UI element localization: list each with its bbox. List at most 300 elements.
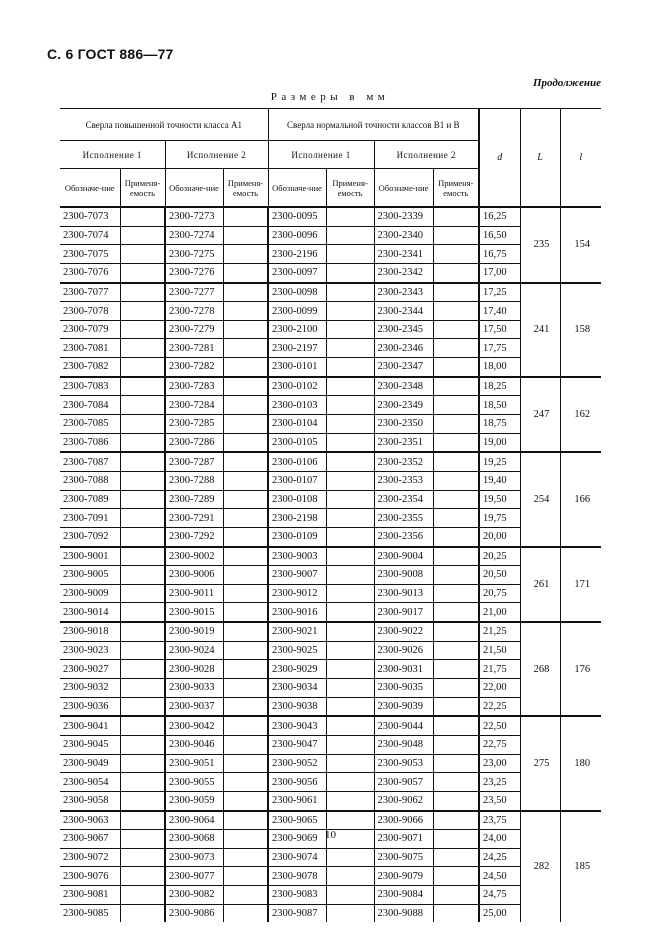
designation-cell: 2300-7073 [60, 207, 120, 226]
designation-cell: 2300-9036 [60, 697, 120, 716]
application-cell [433, 415, 479, 434]
designation-cell: 2300-9025 [268, 641, 326, 660]
application-cell [223, 641, 268, 660]
working-length-cell: 176 [560, 622, 601, 716]
designation-cell: 2300-9063 [60, 811, 120, 830]
diameter-cell: 19,75 [479, 509, 520, 528]
designation-cell: 2300-9059 [165, 791, 223, 810]
designation-cell: 2300-9017 [374, 603, 433, 622]
application-cell [326, 641, 374, 660]
designation-cell: 2300-7287 [165, 452, 223, 471]
application-cell [326, 735, 374, 754]
designation-cell: 2300-7074 [60, 226, 120, 245]
application-cell [433, 811, 479, 830]
designation-cell: 2300-9073 [165, 848, 223, 867]
diameter-cell: 23,25 [479, 773, 520, 792]
table-row [60, 697, 601, 716]
application-cell [326, 886, 374, 905]
designation-cell: 2300-9047 [268, 735, 326, 754]
application-cell [120, 603, 165, 622]
application-cell [326, 245, 374, 264]
designation-cell: 2300-9002 [165, 547, 223, 566]
designation-cell: 2300-9057 [374, 773, 433, 792]
application-header: Применя-емость [326, 169, 374, 208]
application-cell [326, 527, 374, 546]
diameter-cell: 19,25 [479, 452, 520, 471]
application-cell [120, 320, 165, 339]
designation-cell: 2300-7083 [60, 377, 120, 396]
designation-cell: 2300-9045 [60, 735, 120, 754]
table-row [60, 396, 601, 415]
page-number: 10 [325, 829, 336, 841]
designation-cell: 2300-9075 [374, 848, 433, 867]
total-length-cell: 268 [520, 622, 560, 716]
application-cell [223, 754, 268, 773]
designation-cell: 2300-7273 [165, 207, 223, 226]
total-length-cell: 241 [520, 283, 560, 377]
total-length-cell: 254 [520, 452, 560, 546]
designation-cell: 2300-7076 [60, 263, 120, 282]
application-cell [223, 452, 268, 471]
application-cell [326, 716, 374, 735]
application-cell [326, 679, 374, 698]
designation-cell: 2300-0097 [268, 263, 326, 282]
designation-cell: 2300-9018 [60, 622, 120, 641]
application-cell [433, 490, 479, 509]
designation-cell: 2300-9005 [60, 566, 120, 585]
application-cell [223, 358, 268, 377]
application-cell [433, 904, 479, 922]
designation-cell: 2300-9061 [268, 791, 326, 810]
application-cell [326, 452, 374, 471]
designation-cell: 2300-9039 [374, 697, 433, 716]
application-cell [326, 207, 374, 226]
working-length-cell: 166 [560, 452, 601, 546]
designation-cell: 2300-9044 [374, 716, 433, 735]
designation-cell: 2300-7089 [60, 490, 120, 509]
designation-cell: 2300-9056 [268, 773, 326, 792]
designation-cell: 2300-9032 [60, 679, 120, 698]
application-cell [433, 867, 479, 886]
diameter-cell: 24,50 [479, 867, 520, 886]
diameter-cell: 19,00 [479, 433, 520, 452]
application-cell [223, 415, 268, 434]
designation-cell: 2300-0105 [268, 433, 326, 452]
designation-cell: 2300-9049 [60, 754, 120, 773]
designation-cell: 2300-2341 [374, 245, 433, 264]
designation-cell: 2300-2345 [374, 320, 433, 339]
designation-cell: 2300-9041 [60, 716, 120, 735]
designation-cell: 2300-9064 [165, 811, 223, 830]
designation-cell: 2300-9027 [60, 660, 120, 679]
application-cell [326, 697, 374, 716]
application-cell [326, 622, 374, 641]
designation-cell: 2300-9071 [374, 830, 433, 849]
table-row [60, 904, 601, 922]
application-cell [120, 584, 165, 603]
application-cell [120, 226, 165, 245]
designation-cell: 2300-9031 [374, 660, 433, 679]
application-header: Применя-емость [433, 169, 479, 208]
application-cell [433, 207, 479, 226]
application-cell [433, 377, 479, 396]
application-cell [433, 848, 479, 867]
table-row [60, 207, 601, 226]
diameter-cell: 20,25 [479, 547, 520, 566]
application-cell [120, 773, 165, 792]
designation-cell: 2300-2197 [268, 339, 326, 358]
application-cell [433, 302, 479, 321]
application-cell [433, 547, 479, 566]
total-length-cell: 261 [520, 547, 560, 623]
designation-cell: 2300-0102 [268, 377, 326, 396]
table-row [60, 377, 601, 396]
application-cell [326, 848, 374, 867]
designation-cell: 2300-0099 [268, 302, 326, 321]
application-cell [326, 566, 374, 585]
diameter-cell: 18,00 [479, 358, 520, 377]
diameter-cell: 22,00 [479, 679, 520, 698]
application-cell [223, 811, 268, 830]
application-cell [120, 302, 165, 321]
designation-cell: 2300-9067 [60, 830, 120, 849]
table-row [60, 773, 601, 792]
application-cell [120, 566, 165, 585]
designation-cell: 2300-9043 [268, 716, 326, 735]
designation-cell: 2300-2351 [374, 433, 433, 452]
working-length-cell: 180 [560, 716, 601, 810]
designation-cell: 2300-0101 [268, 358, 326, 377]
designation-cell: 2300-2339 [374, 207, 433, 226]
designation-cell: 2300-9078 [268, 867, 326, 886]
designation-cell: 2300-0104 [268, 415, 326, 434]
application-cell [326, 603, 374, 622]
designation-cell: 2300-9042 [165, 716, 223, 735]
designation-cell: 2300-9026 [374, 641, 433, 660]
designation-cell: 2300-2196 [268, 245, 326, 264]
application-cell [120, 791, 165, 810]
designation-cell: 2300-9062 [374, 791, 433, 810]
application-cell [223, 716, 268, 735]
application-cell [433, 226, 479, 245]
designation-cell: 2300-9087 [268, 904, 326, 922]
application-cell [223, 396, 268, 415]
total-length-cell: 247 [520, 377, 560, 453]
total-length-cell: 275 [520, 716, 560, 810]
designation-header: Обозначе-ние [165, 169, 223, 208]
application-cell [433, 471, 479, 490]
designation-cell: 2300-9024 [165, 641, 223, 660]
table-row [60, 490, 601, 509]
diameter-cell: 23,75 [479, 811, 520, 830]
diameter-cell: 23,00 [479, 754, 520, 773]
application-cell [223, 886, 268, 905]
application-cell [120, 697, 165, 716]
diameter-cell: 16,50 [479, 226, 520, 245]
total-length-cell: 235 [520, 207, 560, 283]
designation-cell: 2300-7292 [165, 527, 223, 546]
designation-header: Обозначе-ние [374, 169, 433, 208]
application-cell [120, 396, 165, 415]
designation-cell: 2300-2350 [374, 415, 433, 434]
diameter-cell: 17,40 [479, 302, 520, 321]
application-cell [120, 811, 165, 830]
table-row [60, 302, 601, 321]
designation-cell: 2300-0107 [268, 471, 326, 490]
designation-cell: 2300-2100 [268, 320, 326, 339]
designation-cell: 2300-0098 [268, 283, 326, 302]
application-cell [433, 660, 479, 679]
designation-cell: 2300-9069 [268, 830, 326, 849]
designation-cell: 2300-9077 [165, 867, 223, 886]
application-cell [433, 566, 479, 585]
designation-cell: 2300-7087 [60, 452, 120, 471]
application-cell [223, 207, 268, 226]
application-cell [120, 377, 165, 396]
working-length-cell: 158 [560, 283, 601, 377]
working-length-cell: 185 [560, 811, 601, 923]
application-header: Применя-емость [223, 169, 268, 208]
table-row [60, 754, 601, 773]
designation-cell: 2300-7279 [165, 320, 223, 339]
diameter-cell: 23,50 [479, 791, 520, 810]
designation-cell: 2300-9008 [374, 566, 433, 585]
designation-cell: 2300-9013 [374, 584, 433, 603]
designation-header: Обозначе-ние [60, 169, 120, 208]
application-cell [223, 584, 268, 603]
designation-cell: 2300-2355 [374, 509, 433, 528]
diameter-cell: 19,40 [479, 471, 520, 490]
working-length-cell: 154 [560, 207, 601, 283]
application-cell [223, 320, 268, 339]
application-cell [326, 660, 374, 679]
application-cell [223, 433, 268, 452]
diameter-cell: 16,75 [479, 245, 520, 264]
application-cell [223, 527, 268, 546]
table-row [60, 245, 601, 264]
application-cell [326, 433, 374, 452]
application-cell [120, 735, 165, 754]
application-header: Применя-емость [120, 169, 165, 208]
designation-cell: 2300-7291 [165, 509, 223, 528]
table-row [60, 263, 601, 282]
application-cell [326, 509, 374, 528]
application-cell [223, 377, 268, 396]
designation-cell: 2300-7282 [165, 358, 223, 377]
application-cell [120, 641, 165, 660]
application-cell [433, 697, 479, 716]
table-row [60, 566, 601, 585]
designation-cell: 2300-7078 [60, 302, 120, 321]
table-row [60, 584, 601, 603]
designation-cell: 2300-7277 [165, 283, 223, 302]
application-cell [326, 584, 374, 603]
table-row [60, 603, 601, 622]
diameter-cell: 24,00 [479, 830, 520, 849]
designation-cell: 2300-9016 [268, 603, 326, 622]
table-row [60, 320, 601, 339]
application-cell [120, 622, 165, 641]
table-row [60, 527, 601, 546]
application-cell [326, 263, 374, 282]
designation-cell: 2300-9066 [374, 811, 433, 830]
designation-cell: 2300-7286 [165, 433, 223, 452]
application-cell [326, 904, 374, 922]
application-cell [326, 547, 374, 566]
designation-cell: 2300-9074 [268, 848, 326, 867]
table-row [60, 339, 601, 358]
table-row [60, 547, 601, 566]
designation-header: Обозначе-ние [268, 169, 326, 208]
designation-cell: 2300-9081 [60, 886, 120, 905]
designation-cell: 2300-2348 [374, 377, 433, 396]
application-cell [326, 358, 374, 377]
designation-cell: 2300-9001 [60, 547, 120, 566]
application-cell [223, 509, 268, 528]
table-row [60, 433, 601, 452]
application-cell [433, 358, 479, 377]
diameter-cell: 17,50 [479, 320, 520, 339]
designation-cell: 2300-9006 [165, 566, 223, 585]
table-row [60, 452, 601, 471]
application-cell [120, 263, 165, 282]
application-cell [223, 226, 268, 245]
group-b-variant1-header: Исполнение 1 [268, 141, 374, 169]
application-cell [120, 547, 165, 566]
table-row [60, 716, 601, 735]
designation-cell: 2300-9068 [165, 830, 223, 849]
table-row [60, 471, 601, 490]
total-length-cell: 282 [520, 811, 560, 923]
diameter-cell: 20,00 [479, 527, 520, 546]
application-cell [433, 773, 479, 792]
diameter-cell: 18,25 [479, 377, 520, 396]
application-cell [433, 886, 479, 905]
application-cell [223, 603, 268, 622]
designation-cell: 2300-9014 [60, 603, 120, 622]
application-cell [326, 283, 374, 302]
application-cell [433, 679, 479, 698]
diameter-cell: 24,75 [479, 886, 520, 905]
designation-cell: 2300-2354 [374, 490, 433, 509]
application-cell [326, 754, 374, 773]
application-cell [326, 339, 374, 358]
application-cell [120, 527, 165, 546]
table-row [60, 791, 601, 810]
designation-cell: 2300-9038 [268, 697, 326, 716]
designation-cell: 2300-7278 [165, 302, 223, 321]
diameter-cell: 22,25 [479, 697, 520, 716]
drill-dimensions-table [60, 108, 601, 922]
designation-cell: 2300-7077 [60, 283, 120, 302]
application-cell [223, 679, 268, 698]
designation-cell: 2300-2347 [374, 358, 433, 377]
application-cell [120, 754, 165, 773]
diameter-cell: 20,75 [479, 584, 520, 603]
application-cell [433, 735, 479, 754]
designation-cell: 2300-9046 [165, 735, 223, 754]
table-row [60, 660, 601, 679]
designation-cell: 2300-7092 [60, 527, 120, 546]
application-cell [433, 245, 479, 264]
application-cell [433, 509, 479, 528]
diameter-cell: 22,75 [479, 735, 520, 754]
designation-cell: 2300-9051 [165, 754, 223, 773]
application-cell [120, 433, 165, 452]
designation-cell: 2300-9083 [268, 886, 326, 905]
application-cell [433, 791, 479, 810]
designation-cell: 2300-9058 [60, 791, 120, 810]
application-cell [433, 622, 479, 641]
application-cell [223, 904, 268, 922]
application-cell [120, 867, 165, 886]
designation-cell: 2300-9065 [268, 811, 326, 830]
application-cell [223, 867, 268, 886]
diameter-cell: 20,50 [479, 566, 520, 585]
application-cell [223, 302, 268, 321]
application-cell [223, 490, 268, 509]
designation-cell: 2300-0095 [268, 207, 326, 226]
designation-cell: 2300-9015 [165, 603, 223, 622]
application-cell [120, 848, 165, 867]
application-cell [326, 791, 374, 810]
application-cell [326, 811, 374, 830]
designation-cell: 2300-9034 [268, 679, 326, 698]
table-caption: Размеры в мм [270, 91, 390, 103]
table-row [60, 886, 601, 905]
application-cell [120, 339, 165, 358]
application-cell [433, 452, 479, 471]
designation-cell: 2300-7274 [165, 226, 223, 245]
application-cell [326, 320, 374, 339]
designation-cell: 2300-9076 [60, 867, 120, 886]
application-cell [433, 263, 479, 282]
diameter-cell: 17,75 [479, 339, 520, 358]
designation-cell: 2300-9007 [268, 566, 326, 585]
application-cell [223, 339, 268, 358]
application-cell [326, 471, 374, 490]
application-cell [326, 377, 374, 396]
table-row [60, 415, 601, 434]
group-b-header: Сверла нормальной точности классов B1 и B [268, 109, 479, 141]
application-cell [433, 641, 479, 660]
group-b-variant2-header: Исполнение 2 [374, 141, 479, 169]
table-row [60, 226, 601, 245]
designation-cell: 2300-9012 [268, 584, 326, 603]
table-row [60, 679, 601, 698]
continuation-label: Продолжение [532, 77, 601, 89]
designation-cell: 2300-9035 [374, 679, 433, 698]
diameter-cell: 18,75 [479, 415, 520, 434]
designation-cell: 2300-9082 [165, 886, 223, 905]
designation-cell: 2300-9022 [374, 622, 433, 641]
diameter-cell: 21,50 [479, 641, 520, 660]
application-cell [326, 396, 374, 415]
application-cell [223, 471, 268, 490]
diameter-cell: 17,25 [479, 283, 520, 302]
application-cell [433, 339, 479, 358]
application-cell [120, 886, 165, 905]
application-cell [120, 679, 165, 698]
application-cell [326, 415, 374, 434]
designation-cell: 2300-9003 [268, 547, 326, 566]
designation-cell: 2300-7275 [165, 245, 223, 264]
designation-cell: 2300-9023 [60, 641, 120, 660]
designation-cell: 2300-2353 [374, 471, 433, 490]
designation-cell: 2300-9084 [374, 886, 433, 905]
table-row [60, 622, 601, 641]
diameter-cell: 19,50 [479, 490, 520, 509]
